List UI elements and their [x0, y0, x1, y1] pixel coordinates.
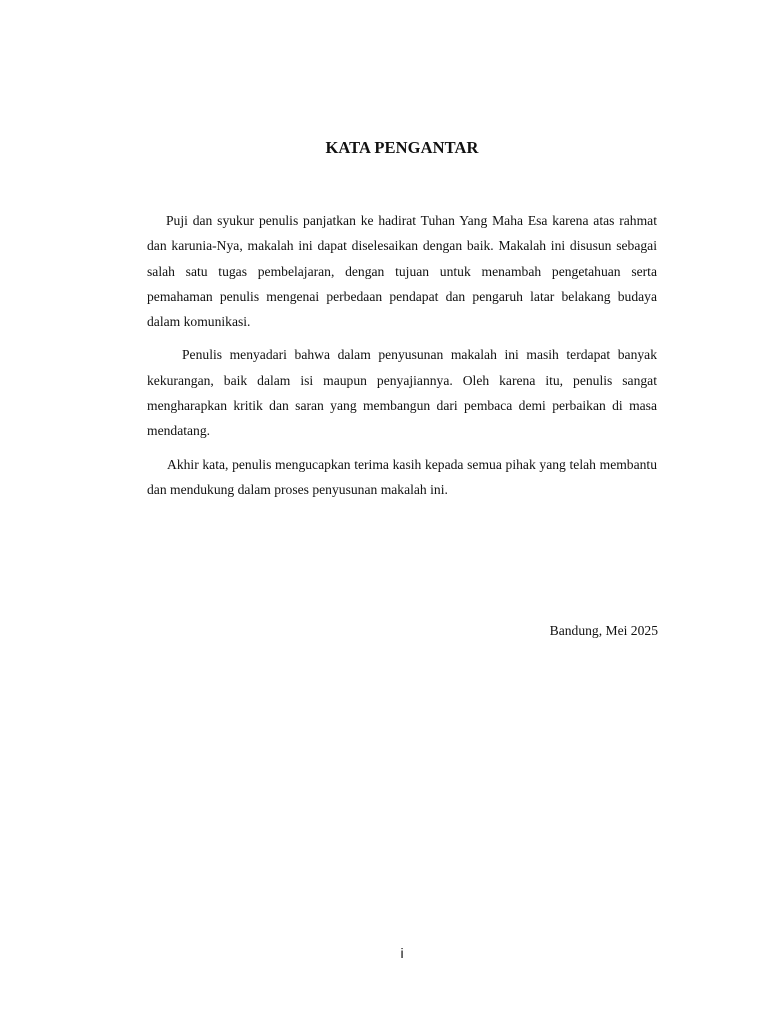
- body-text: [147, 208, 657, 510]
- page-title: KATA PENGANTAR: [325, 138, 479, 157]
- paragraph-2: Penulis menyadari bahwa dalam penyusunan makalah ini masih terdapat banyak kekurangan, baik dalam isi maupun penyajiannya. Oleh karena itu, penulis sangat mengharapkan kritik dan saran yang membangun dari pembaca demi perbaikan di masa mendatang.: [147, 347, 657, 439]
- page-number: i: [400, 945, 404, 961]
- paragraph-1: Puji dan syukur penulis panjatkan ke hadirat Tuhan Yang Maha Esa karena atas rahmat dan karunia-Nya, makalah ini dapat diselesaikan dengan baik. Makalah ini disusun sebagai salah satu tugas pembelajaran, dengan tujuan untuk menambah pengetahuan serta pemahaman penulis mengenai perbedaan pendapat dan pengaruh latar belakang budaya dalam komunikasi.: [147, 213, 657, 330]
- paragraph-3: Akhir kata, penulis mengucapkan terima kasih kepada semua pihak yang telah membantu dan mendukung dalam proses penyusunan makalah ini.: [147, 456, 657, 497]
- place-date: Bandung, Mei 2025: [549, 623, 658, 638]
